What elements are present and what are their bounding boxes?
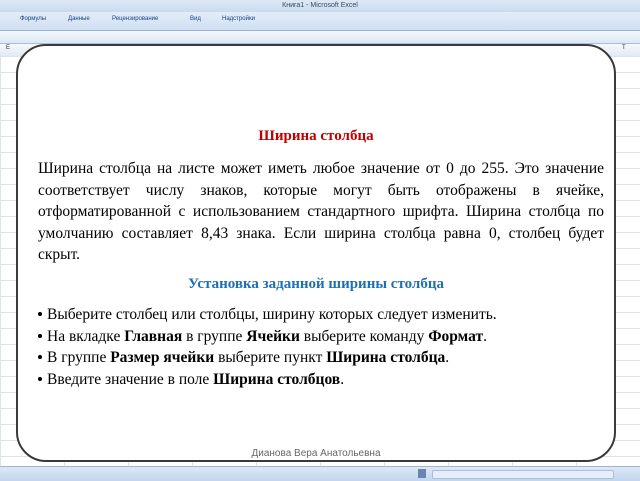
step-text: В группе [47, 349, 111, 366]
step-text: Введите значение в поле [47, 370, 214, 388]
sheet-tab[interactable] [418, 469, 426, 478]
list-item [38, 304, 604, 326]
window-title: Книга1 - Microsoft Excel [282, 2, 358, 9]
slide-title: Ширина столбца [258, 128, 374, 144]
step-text: . [340, 370, 345, 388]
ribbon-body [0, 31, 640, 44]
step-text: в группе [182, 327, 247, 345]
step-text: На вкладке [47, 327, 125, 345]
step-bold: Формат [428, 327, 484, 345]
list-item [38, 369, 604, 391]
step-bold: Размер ячейки [110, 349, 215, 366]
window-titlebar [0, 0, 640, 12]
slide-subtitle: Установка заданной ширины столбца [187, 276, 444, 292]
step-text: . [483, 327, 487, 345]
slide-card [16, 44, 616, 462]
step-bold: Главная [124, 327, 183, 345]
tab-data[interactable]: Данные [68, 16, 90, 22]
list-item [38, 347, 604, 369]
column-header-t[interactable]: T [622, 45, 626, 51]
step-text: Выберите столбец или столбцы, ширину которых следует изменить. [47, 306, 497, 323]
slide-footer-author: Дианова Вера Анатольевна [251, 448, 381, 459]
tab-view[interactable]: Вид [190, 16, 201, 22]
step-text: выберите команду [299, 327, 429, 345]
horizontal-scrollbar[interactable] [432, 470, 614, 479]
step-bold: Ячейки [246, 327, 300, 345]
tab-addins[interactable]: Надстройки [222, 16, 255, 22]
tab-formulas[interactable]: Формулы [20, 16, 47, 22]
ribbon-tabs [0, 12, 640, 31]
slide-paragraph: Ширина столбца на листе может иметь любое значение от 0 до 255. Это значение соответствует числу знаков, которые могут быть отображены в ячейке, отформатированной с использованием стандартного шрифта. Ширина столбца по умолчанию составляет 8,43 знака. Если ширина столбца равна 0, столбец будет скрыт. [38, 160, 604, 263]
step-text: выберите пункт [214, 349, 327, 366]
status-bar [0, 466, 640, 481]
column-header-e[interactable]: E [6, 45, 11, 51]
step-bold: Ширина столбцов [213, 370, 341, 388]
list-item [38, 326, 604, 348]
step-text: . [445, 349, 450, 366]
steps-list [38, 304, 604, 390]
tab-review[interactable]: Рецензирование [112, 16, 159, 22]
step-bold: Ширина столбца [326, 349, 446, 366]
